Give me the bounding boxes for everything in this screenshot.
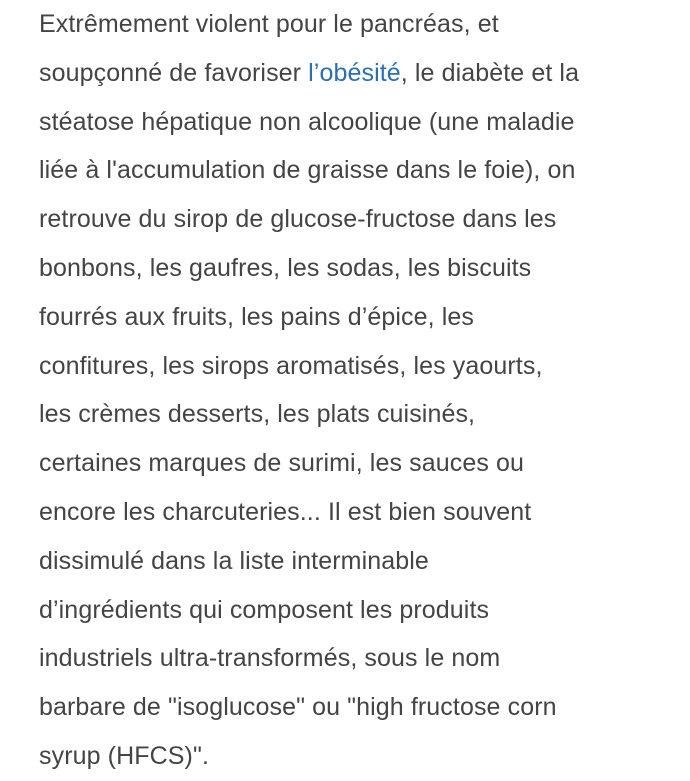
text-line: les crèmes desserts, les plats cuisinés, — [39, 400, 476, 429]
text-line — [39, 49, 659, 98]
text-line: barbare de "isoglucose" ou "high fructose corn — [39, 693, 557, 722]
text-segment: soupçonné — [39, 58, 170, 87]
text-line: fourrés aux fruits, les pains d’épice, les — [39, 302, 474, 331]
text-line: certaines marques de surimi, les sauces ou — [39, 449, 524, 478]
text-line: industriels ultra-transformés, sous le nom — [39, 644, 501, 673]
text-segment: , le diabète et la — [400, 58, 580, 87]
text-line: dissimulé dans la liste interminable — [39, 546, 429, 575]
obesity-link[interactable]: l’obésité — [308, 58, 401, 87]
text-segment: de favoriser — [169, 58, 302, 87]
text-line: confitures, les sirops aromatisés, les yaourts, — [39, 351, 543, 380]
text-line: encore les charcuteries... Il est bien souvent — [39, 497, 532, 526]
text-line: retrouve du sirop de glucose-fructose dans les — [39, 205, 557, 234]
text-line: d’ingrédients qui composent les produits — [39, 595, 490, 624]
text-line: liée à l'accumulation de graisse dans le foie), on — [39, 156, 576, 185]
text-line: syrup (HFCS)". — [39, 741, 210, 770]
article-body — [39, 0, 659, 781]
text-line: stéatose hépatique non alcoolique (une maladie — [39, 107, 575, 136]
text-line: Extrêmement violent pour le pancréas, et — [39, 10, 499, 38]
text-line: bonbons, les gaufres, les sodas, les biscuits — [39, 253, 532, 282]
